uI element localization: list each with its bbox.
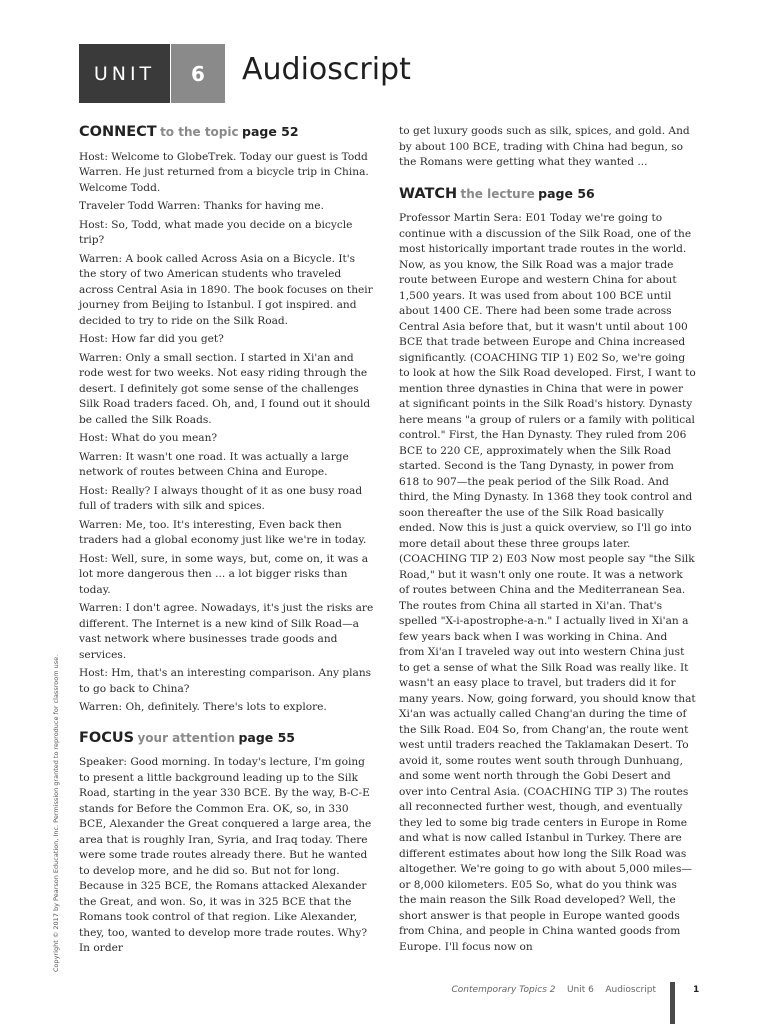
dialogue-line: Host: Really? I always thought of it as one busy road full of traders with silk and spices. — [79, 484, 363, 512]
dialogue-text: Well, sure, in some ways, but, come on, it was a lot more dangerous then ... a lot bigger risks than today. — [79, 552, 369, 596]
dialogue-line: Host: What do you mean? — [79, 432, 218, 444]
dialogue-line: Warren: Me, too. It's interesting, Even back then traders had a global economy just like we're in today. — [79, 518, 367, 546]
dialogue-line: Host: How far did you get? — [79, 333, 224, 345]
focus-paragraph: Speaker: Good morning. In today's lecture, I'm going to present a little background leading up to the Silk Road, starting in the year 330 BCE. By the way, B-C-E stands for Before the Common Era. OK, so, in 330 BCE, Alexander the Great conquered a large area, the area that is roughly Iran, Syria, and Iraq today. There were some trade routes already there. But he wanted to develop more, and he did so. But not for long. Because in 325 BCE, the Romans attacked Alexander the Great, and won. So, it was in 325 BCE that the Romans took control of that region. Like Alexander, they, too, wanted to develop more trade routes. Why? In order — [79, 756, 372, 954]
page-title: Audioscript — [242, 52, 411, 87]
speaker-name: Warren — [79, 518, 119, 531]
speaker-name: Host — [79, 333, 105, 345]
dialogue-text: So, Todd, what made you decide on a bicycle trip? — [79, 218, 353, 246]
connect-heading: CONNECT to the topic page 52 — [79, 124, 299, 140]
watch-paragraph: Professor Martin Sera: E01 Today we're going to continue with a discussion of the Silk Road, one of the most historically important trade routes in the world. Now, as you know, the Silk Road was a major trade route between Europe and western China for about 1,500 years. It was used from about 100 BCE until about 1400 CE. There had been some trade across Central Asia before that, but it wasn't until about 100 BCE that trade between Europe and China increased significantly. (COACHING TIP 1) E02 So, we're going to look at how the Silk Road developed. First, I want to mention three dynasties in China that were in power at significant points in the Silk Road's history. Dynasty here means "a group of rulers or a family with political control." First, the Han Dynasty. They ruled from 206 BCE to 220 CE, approximately when the Silk Road started. Second is the Tang Dynasty, in power from 618 to 907—the peak period of the Silk Road. And third, the Ming Dynasty. In 1368 they took control and soon thereafter the use of the Silk Road basically ended. Now this is just a quick overview, so I'll go into more detail about these three groups later. (COACHING TIP 2) E03 Now most people say "the Silk Road," but it wasn't only one route. It was a network of routes between China and the Mediterranean Sea. The routes from China all started in Xi'an. That's spelled "X-i-apostrophe-a-n." I actually lived in Xi'an a few years back when I was working in China. And from Xi'an I traveled way out into western China just to get a sense of what the Silk Road was really like. It wasn't an easy place to travel, but traders did it for many years. Now, going forward, you should know that Xi'an was actually called Chang'an during the time of the Silk Road. E04 So, from Chang'an, the route went west until traders reached the Taklamakan Desert. To avoid it, some routes went south through Dunhuang, and some went north through the Gobi Desert and over into Central Asia. (COACHING TIP 3) The routes all reconnected further west, though, and eventually they led to some big trade centers in Europe in Rome and what is now called Istanbul in Turkey. There are different estimates about how long the Silk Road was altogether. We're going to go with about 5,000 miles—or 8,000 kilometers. E05 So, what do you think was the main reason the Silk Road developed? Well, the short answer is that people in Europe wanted goods from China, and people in China wanted goods from Europe. I'll focus now on — [399, 212, 696, 953]
footer-divider — [670, 982, 675, 1024]
dialogue-line: Traveler Todd Warren: Thanks for having me. — [79, 200, 324, 212]
speaker-name: Warren — [79, 701, 119, 713]
dialogue-line: Host: Well, sure, in some ways, but, come on, it was a lot more dangerous then ... a lot bigger risks than today. — [79, 552, 369, 596]
speaker-name: Warren — [79, 252, 119, 265]
dialogue-line: Host: So, Todd, what made you decide on a bicycle trip? — [79, 218, 353, 246]
focus-continuation: to get luxury goods such as silk, spices, and gold. And by about 100 BCE, trading with China had begun, so the Romans were getting what they wanted ... — [399, 125, 690, 168]
speaker-name: Host — [79, 150, 105, 163]
unit-number: 6 — [171, 44, 225, 103]
speaker-name: Traveler Todd Warren — [79, 200, 197, 212]
dialogue-text: A book called Across Asia on a Bicycle. It's the story of two American students who traveled across Central Asia in 1890. The book focuses on their journey from Beijing to Istanbul. I got inspired. and decided to try to ride on the Silk Road. — [79, 252, 373, 327]
dialogue-text: Only a small section. I started in Xi'an and rode west for two weeks. Not easy riding through the desert. I definitely got some sense of the challenges Silk Road traders faced. Oh, and, I found out it should be called the Silk Roads. — [79, 351, 371, 426]
dialogue-line: Warren: Oh, definitely. There's lots to explore. — [79, 701, 327, 713]
right-column — [399, 124, 696, 955]
dialogue-line: Warren: A book called Across Asia on a Bicycle. It's the story of two American students who traveled across Central Asia in 1890. The book focuses on their journey from Beijing to Istanbul. I got inspired. and decided to try to ride on the Silk Road. — [79, 252, 373, 327]
speaker-name: Host — [79, 432, 105, 444]
dialogue-line: Host: Hm, that's an interesting comparison. Any plans to go back to China? — [79, 667, 372, 695]
speaker-name: Host — [79, 218, 105, 231]
dialogue-text: Thanks for having me. — [203, 200, 324, 212]
unit-banner — [79, 44, 225, 103]
speaker-name: Warren — [79, 450, 119, 463]
dialogue-text: Hm, that's an interesting comparison. Any plans to go back to China? — [79, 667, 372, 695]
dialogue-text: It wasn't one road. It was actually a large network of routes between China and Europe. — [79, 450, 349, 478]
dialogue-text: Welcome to GlobeTrek. Today our guest is Todd Warren. He just returned from a bicycle trip in China. Welcome Todd. — [79, 150, 369, 194]
speaker-name: Host — [79, 667, 105, 679]
page-number: 1 — [693, 985, 700, 995]
copyright-notice: Copyright © 2017 by Pearson Education, Inc. Permission granted to reproduce for classroom use. — [52, 654, 60, 972]
dialogue-text: Really? I always thought of it as one busy road full of traders with silk and spices. — [79, 484, 363, 512]
dialogue-text: I don't agree. Nowadays, it's just the risks are different. The Internet is a new kind of Silk Road—a vast network where businesses trade goods and services. — [79, 602, 374, 661]
dialogue-text: What do you mean? — [111, 432, 218, 444]
speaker-name: Host — [79, 552, 105, 565]
watch-heading: WATCH the lecture page 56 — [399, 185, 595, 202]
footer-running-head: Contemporary Topics 2 Unit 6 Audioscript — [451, 985, 656, 995]
left-column — [79, 124, 375, 960]
speaker-name: Warren — [79, 351, 119, 364]
speaker-name: Warren — [79, 602, 119, 614]
dialogue-text: Oh, definitely. There's lots to explore. — [125, 701, 327, 713]
dialogue-text: Me, too. It's interesting, Even back then traders had a global economy just like we're in today. — [79, 518, 367, 546]
dialogue-text: How far did you get? — [111, 333, 224, 345]
dialogue-line: Warren: Only a small section. I started in Xi'an and rode west for two weeks. Not easy riding through the desert. I definitely got some sense of the challenges Silk Road traders faced. Oh, and, I found out it should be called the Silk Roads. — [79, 351, 371, 426]
speaker-name: Host — [79, 484, 105, 497]
unit-label: UNIT — [79, 44, 170, 103]
dialogue-line: Host: Welcome to GlobeTrek. Today our guest is Todd Warren. He just returned from a bicycle trip in China. Welcome Todd. — [79, 150, 369, 194]
dialogue-line: Warren: I don't agree. Nowadays, it's just the risks are different. The Internet is a new kind of Silk Road—a vast network where businesses trade goods and services. — [79, 602, 374, 661]
connect-dialogue — [79, 150, 375, 716]
focus-heading: FOCUS your attention page 55 — [79, 729, 295, 746]
dialogue-line: Warren: It wasn't one road. It was actually a large network of routes between China and Europe. — [79, 450, 349, 478]
